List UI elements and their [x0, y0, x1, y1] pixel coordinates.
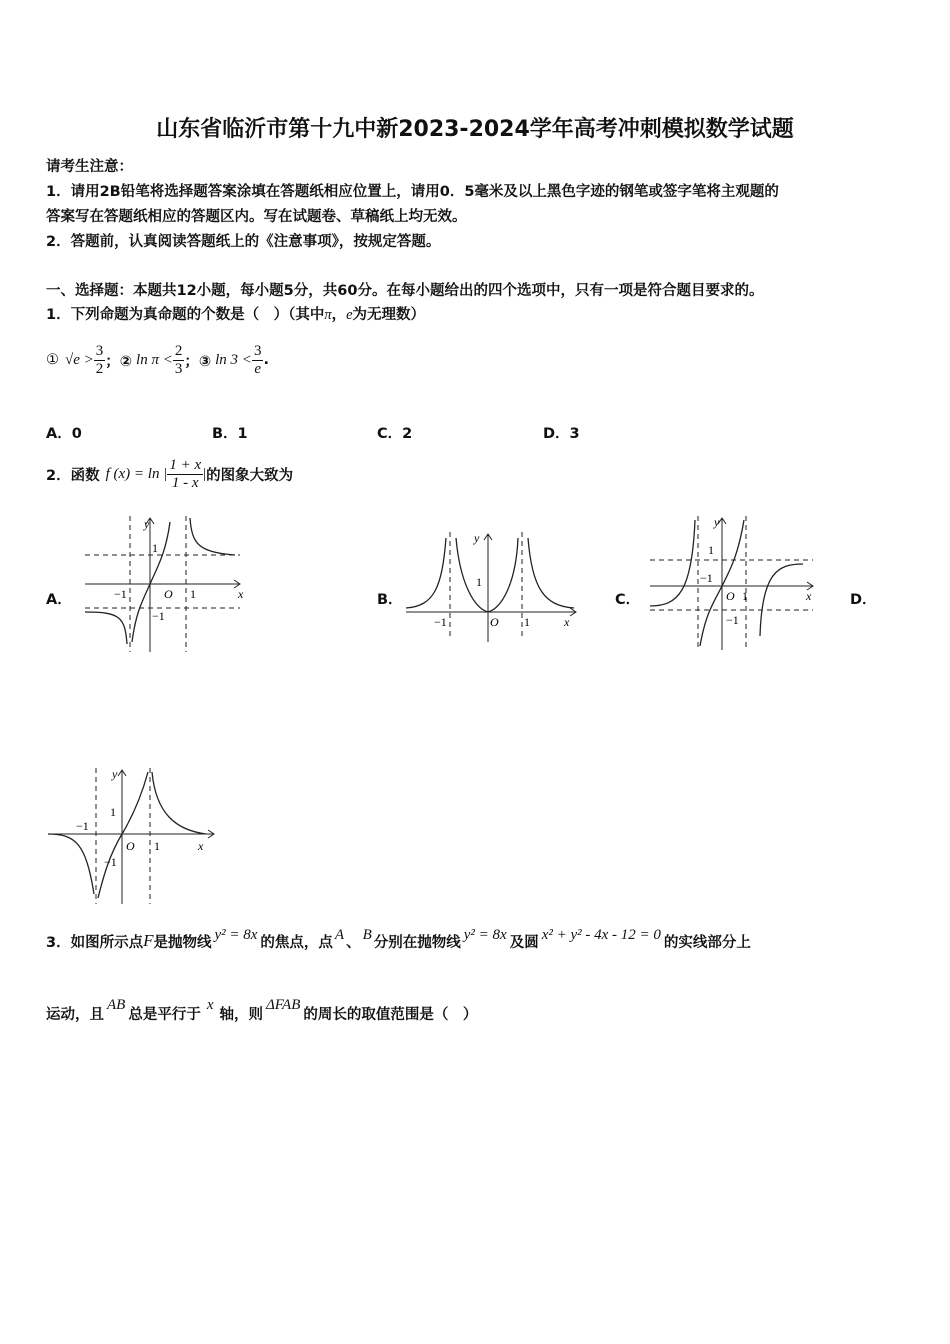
graph-a-y-label: y	[144, 517, 150, 531]
graph-d-x-label: x	[198, 839, 204, 853]
graph-c-one: 1	[742, 589, 748, 603]
graph-a-x-label: x	[238, 587, 244, 601]
q1-statements: ① √e > $\frac{3}{2}$ ；② ln π < $\frac{2}{3}$ ；③ ln 3 < $\frac{3}{e}$ .	[46, 343, 269, 377]
q2-label-a: A．	[46, 592, 72, 608]
graph-d	[46, 764, 218, 906]
graph-a-origin: O	[164, 587, 173, 601]
graph-a	[80, 512, 250, 654]
graph-b	[404, 528, 579, 644]
graph-b-y-label: y	[474, 531, 480, 545]
graph-c-y-one: 1	[708, 543, 714, 557]
q3-line-1: 3．如图所示点 F 是抛物线 y² = 8x 的焦点，点 A 、 B 分别在抛物线 y² = 8x 及圆 x² + y² - 4x - 12 = 0 的实线部分上	[46, 926, 751, 951]
graph-b-one: 1	[524, 615, 530, 629]
graph-d-neg-one: −1	[76, 819, 89, 833]
graph-a-neg-one: −1	[114, 587, 127, 601]
q2-stem: 2．函数 f (x) = ln | $\frac{1 + x}{1 - x}$ | 的图象大致为	[46, 457, 294, 491]
q1-frac-2: $\frac{2}{3}$	[174, 343, 183, 377]
q1-frac-3: $\frac{3}{e}$	[253, 343, 262, 377]
graph-c-origin: O	[726, 589, 735, 603]
notice-line-1: 1．请用2B铅笔将选择题答案涂填在答题纸相应位置上，请用0．5毫米及以上黑色字迹的钢笔或签字笔将主观题的	[46, 184, 779, 200]
notice-line-1b: 答案写在答题纸相应的答题区内。写在试题卷、草稿纸上均无效。	[46, 209, 467, 225]
graph-c-y-label: y	[714, 515, 720, 529]
q1-stem: 1．下列命题为真命题的个数是（ ）（其中π，e为无理数）	[46, 307, 426, 323]
graph-b-origin: O	[490, 615, 499, 629]
notice-heading: 请考生注意：	[46, 159, 133, 175]
graph-d-y-one: 1	[110, 805, 116, 819]
q1-option-a: A．0	[46, 426, 82, 442]
graph-b-x-label: x	[564, 615, 570, 629]
graph-c-y-neg-one: −1	[726, 613, 739, 627]
graph-a-one: 1	[190, 587, 196, 601]
graph-d-y-label: y	[112, 767, 118, 781]
q1-option-c: C．2	[377, 426, 413, 442]
graph-b-y-one: 1	[476, 575, 482, 589]
graph-d-origin: O	[126, 839, 135, 853]
notice-line-2: 2．答题前，认真阅读答题纸上的《注意事项》，按规定答题。	[46, 234, 441, 250]
graph-d-y-neg-one: −1	[104, 855, 117, 869]
graph-b-neg-one: −1	[434, 615, 447, 629]
q2-frac: $\frac{1 + x}{1 - x}$	[169, 457, 202, 491]
graph-c-x-label: x	[806, 589, 812, 603]
q2-label-b: B．	[377, 592, 403, 608]
page-title: 山东省临沂市第十九中新2023-2024学年高考冲刺模拟数学试题	[156, 117, 794, 142]
graph-a-y-neg-one: −1	[152, 609, 165, 623]
graph-d-one: 1	[154, 839, 160, 853]
graph-c-neg-one: −1	[700, 571, 713, 585]
graph-c	[648, 512, 818, 652]
q1-option-d: D．3	[543, 426, 580, 442]
graph-a-y-one: 1	[152, 541, 158, 555]
q2-label-c: C．	[615, 592, 641, 608]
q1-frac-1: $\frac{3}{2}$	[95, 343, 104, 377]
q3-line-2: 运动，且 AB 总是平行于 x 轴，则 ΔFAB 的周长的取值范围是（ ）	[46, 996, 478, 1023]
section-heading: 一、选择题：本题共12小题，每小题5分，共60分。在每小题给出的四个选项中，只有一项是符合题目要求的。	[46, 283, 764, 299]
q1-option-b: B．1	[212, 426, 248, 442]
q2-label-d: D．	[850, 592, 877, 608]
